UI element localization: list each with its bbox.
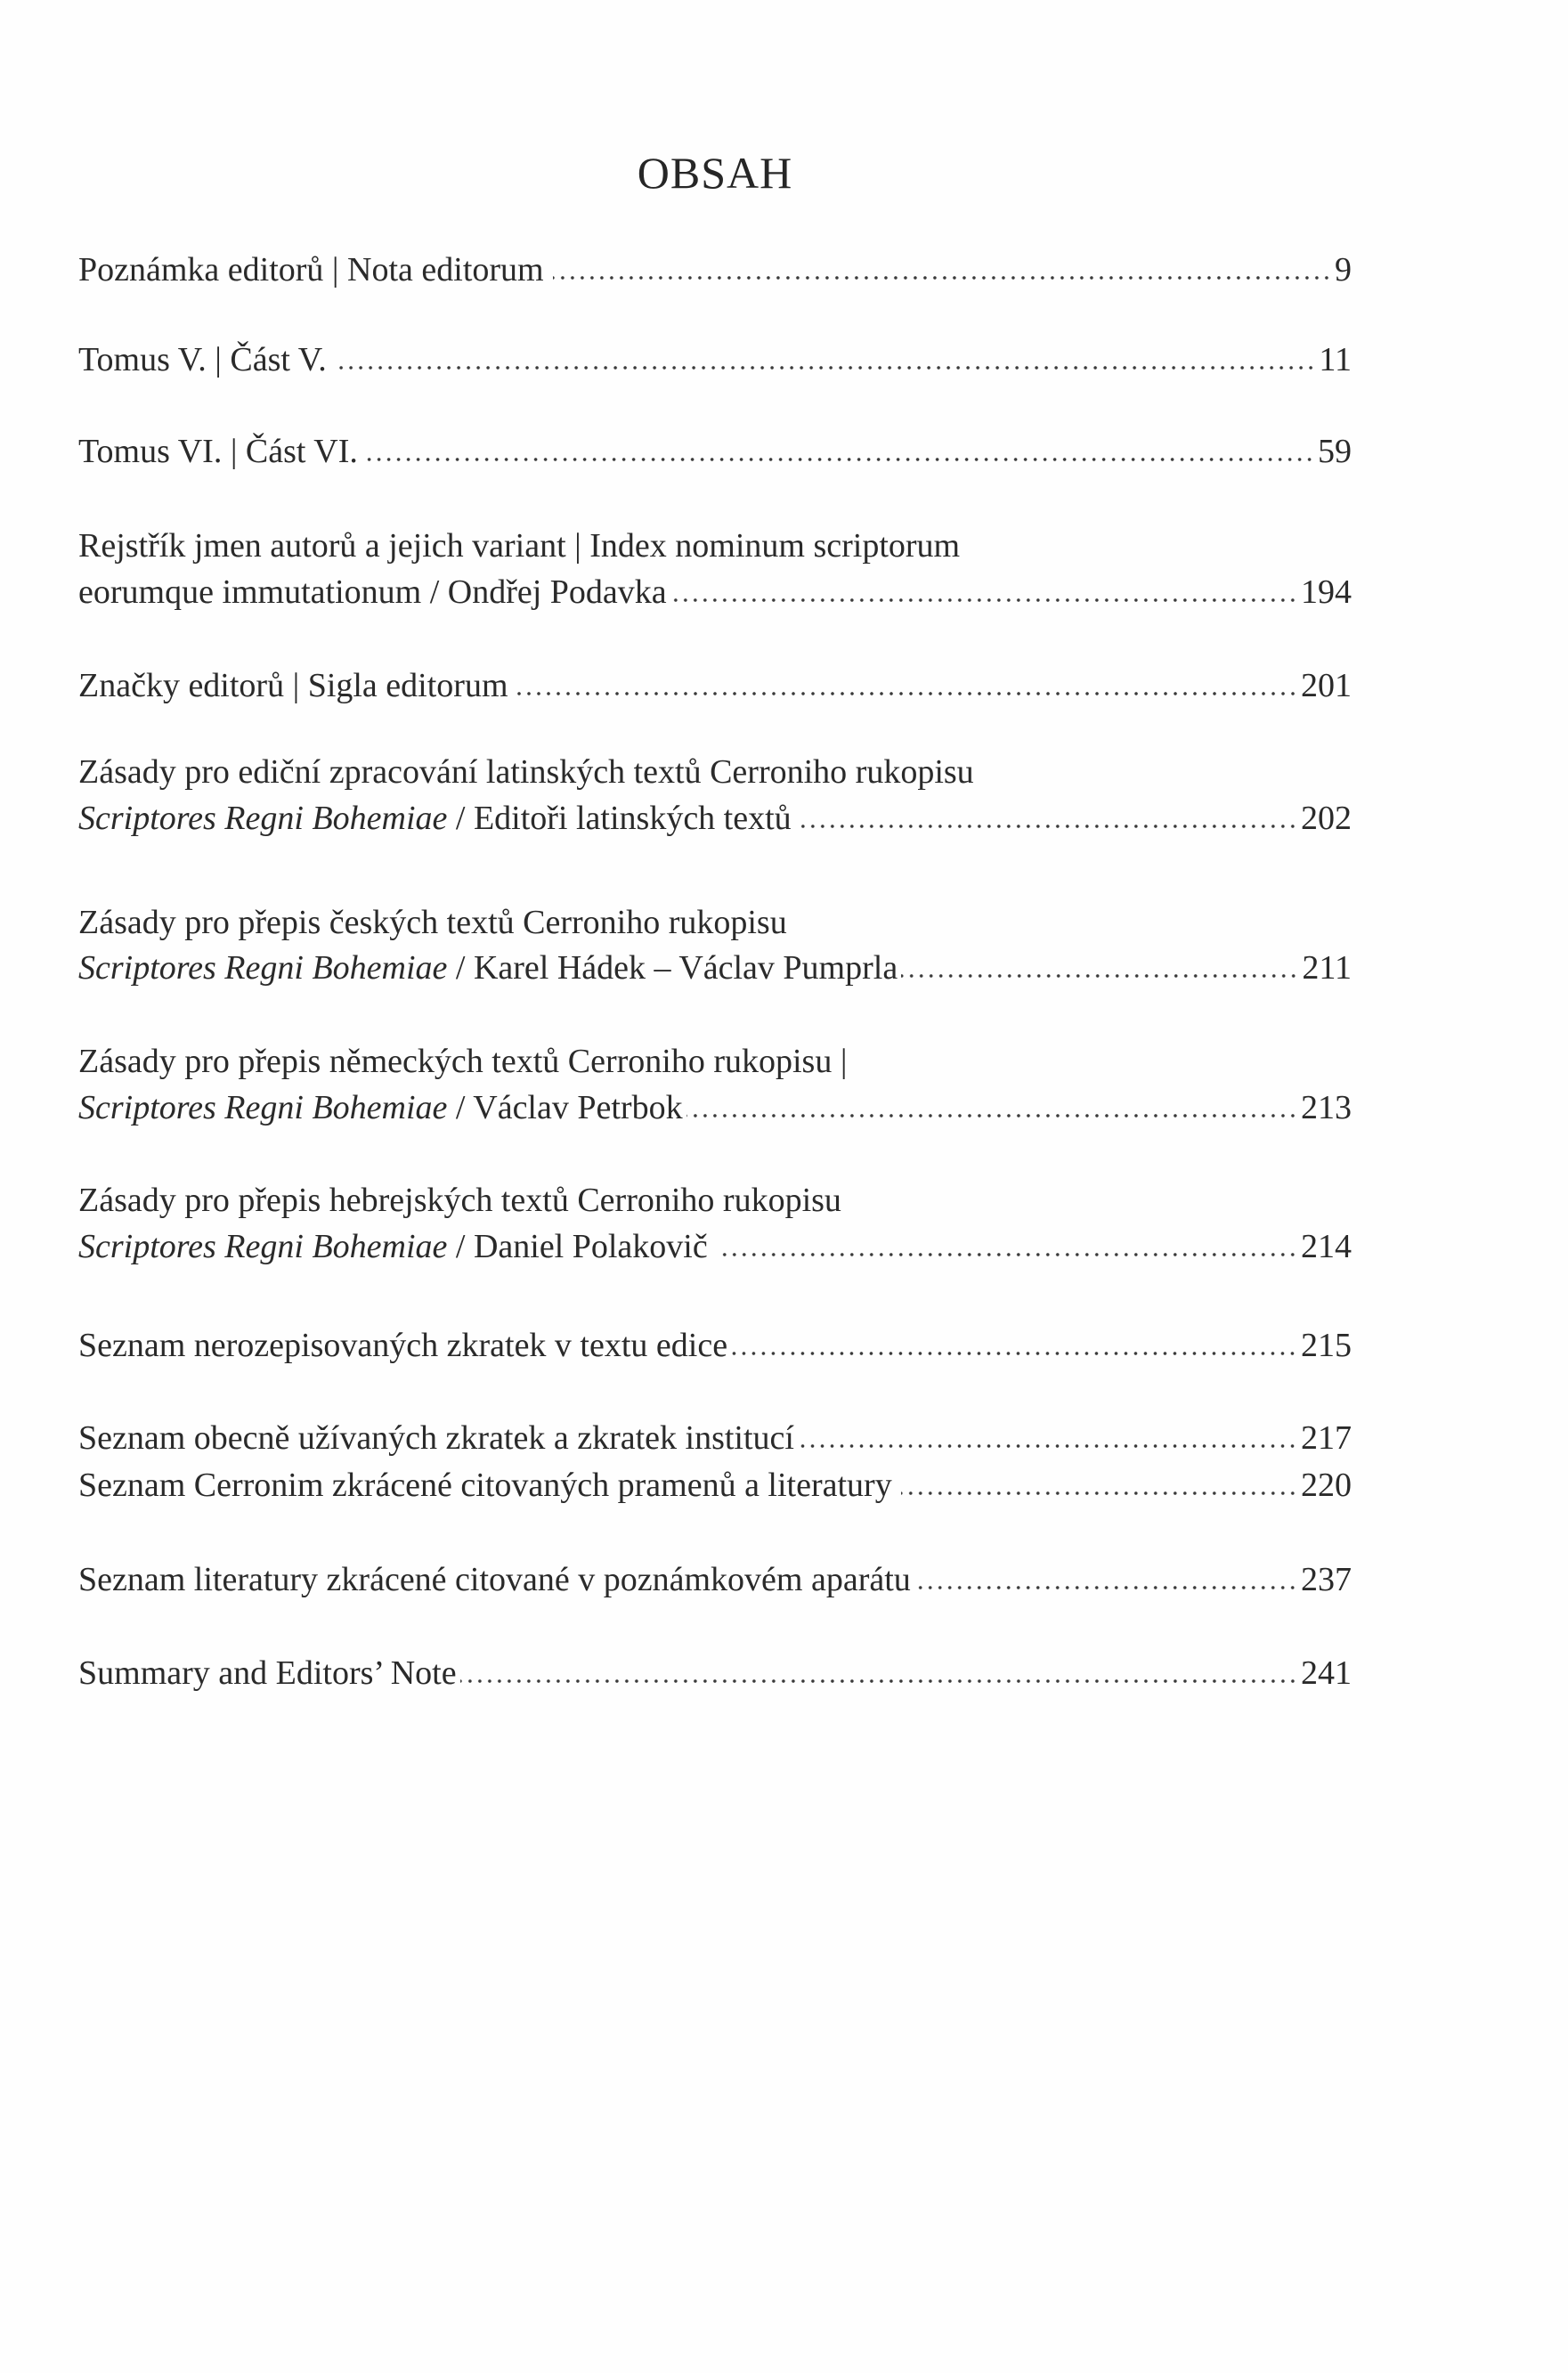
toc-entry-latin-rules-line-2[interactable] [78,799,1352,838]
toc-page-number: 59 [1318,433,1352,470]
toc-entry-literature[interactable] [78,1560,1352,1599]
toc-entry-title-continued: eorumque immutationum / Ondřej Podavka [78,573,667,611]
toc-entry-latin-rules-line-1[interactable] [78,752,1352,792]
toc-entry-title: Zásady pro ediční zpracování latinských textů Cerroniho rukopisu [78,753,974,791]
toc-entry-summary[interactable] [78,1654,1352,1693]
toc-page-number: 217 [1301,1419,1352,1457]
dot-leader [792,824,1301,863]
toc-entry-german-rules-line-2[interactable] [78,1088,1352,1127]
toc-page-number: 214 [1301,1228,1352,1265]
toc-entry-title: Seznam Cerronim zkrácené citovaných pramenů a literatury [78,1467,892,1504]
series-title-italic: Scriptores Regni Bohemiae [78,949,448,987]
toc-entry-author: / Daniel Polakovič [447,1228,708,1265]
toc-entry-title: Zásady pro přepis českých textů Cerroniho rukopisu [78,904,787,941]
dot-leader [327,365,1320,404]
toc-entry-title: Tomus VI. | Část VI. [78,433,358,470]
toc-entry-czech-rules-line-2[interactable] [78,948,1352,987]
toc-entry-title: Zásady pro přepis německých textů Cerroniho rukopisu | [78,1043,848,1080]
toc-entry-title: Seznam nerozepisovaných zkratek v textu edice [78,1327,728,1364]
toc-entry-tomus-v[interactable] [78,340,1352,379]
toc-entry-abbreviations-general[interactable] [78,1418,1352,1458]
dot-leader [544,275,1335,314]
dot-leader [683,1113,1301,1152]
toc-page-number: 202 [1301,800,1352,837]
toc-entry-cerroni-sources[interactable] [78,1466,1352,1505]
toc-page-number: 220 [1301,1467,1352,1504]
toc-entry-hebrew-rules-line-2[interactable] [78,1227,1352,1266]
toc-entry-sigla[interactable] [78,666,1352,705]
dot-leader [911,1585,1301,1624]
toc-page-number: 213 [1301,1089,1352,1126]
toc-entry-tomus-vi[interactable] [78,432,1352,471]
toc-entry-title: Značky editorů | Sigla editorum [78,667,508,704]
series-title-italic: Scriptores Regni Bohemiae [78,800,448,837]
toc-entry-index-line-1[interactable] [78,526,1352,565]
toc-entry-author: / Václav Petrbok [447,1089,683,1126]
toc-page-number: 215 [1301,1327,1352,1364]
toc-entry-title-continued [78,948,898,987]
toc-entry-czech-rules-line-1[interactable] [78,903,1352,942]
toc-entry-author: / Editoři latinských textů [447,800,792,837]
toc-entry-title-continued [78,1227,708,1266]
toc-entry-title: Poznámka editorů | Nota editorum [78,251,544,288]
toc-page-number: 241 [1301,1654,1352,1692]
toc-heading: OBSAH [637,148,793,198]
toc-page-number: 9 [1335,251,1352,288]
toc-entry-title-continued [78,799,792,838]
toc-page-number: 201 [1301,667,1352,704]
toc-entry-title: Rejstřík jmen autorů a jejich variant | Index nominum scriptorum [78,527,961,565]
dot-leader [457,1678,1301,1718]
dot-leader [708,1252,1301,1291]
dot-leader [667,597,1301,637]
toc-entry-title: Seznam obecně užívaných zkratek a zkratek institucí [78,1419,794,1457]
dot-leader [358,457,1318,496]
toc-entry-title: Summary and Editors’ Note [78,1654,457,1692]
toc-page-number: 237 [1301,1561,1352,1598]
toc-entry-title-continued [78,1088,683,1127]
toc-entry-editors-note[interactable] [78,250,1352,289]
dot-leader [898,973,1302,1012]
series-title-italic: Scriptores Regni Bohemiae [78,1089,448,1126]
toc-page-number: 11 [1319,341,1352,378]
dot-leader [892,1491,1301,1530]
toc-page-number: 194 [1301,573,1352,611]
toc-entry-hebrew-rules-line-1[interactable] [78,1181,1352,1220]
toc-entry-index-line-2[interactable] [78,573,1352,612]
toc-page-number: 211 [1302,949,1352,987]
toc-entry-title: Tomus V. | Část V. [78,341,327,378]
toc-entry-title: Seznam literatury zkrácené citované v poznámkovém aparátu [78,1561,911,1598]
toc-entry-german-rules-line-1[interactable] [78,1042,1352,1081]
series-title-italic: Scriptores Regni Bohemiae [78,1228,448,1265]
toc-entry-title: Zásady pro přepis hebrejských textů Cerroniho rukopisu [78,1182,841,1219]
toc-entry-abbreviations-unexpanded[interactable] [78,1326,1352,1365]
dot-leader [727,1351,1301,1390]
dot-leader [508,691,1302,730]
toc-entry-author: / Karel Hádek – Václav Pumprla [447,949,898,987]
